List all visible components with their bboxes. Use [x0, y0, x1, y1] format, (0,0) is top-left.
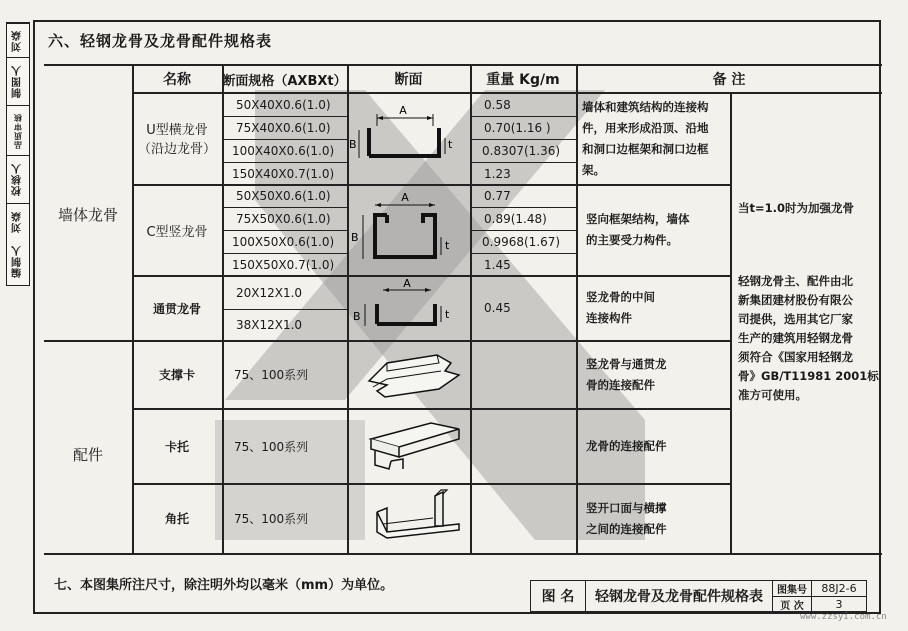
note-line: 生产的建筑用轻钢龙骨 — [738, 331, 853, 345]
through-section-diagram — [347, 276, 470, 340]
site-watermark-text: www.zzsyi.com.cn — [800, 612, 887, 622]
page-title: 六、轻钢龙骨及龙骨配件规格表 — [48, 32, 273, 50]
c-spec-1: 50X50X0.6(1.0) — [236, 189, 331, 203]
u-weight-4: 1.23 — [484, 166, 511, 181]
strip-cell: 刘焱 — [7, 203, 29, 240]
dim-label-t: t — [445, 308, 450, 321]
u-track-name — [132, 100, 222, 180]
note-line: 竖龙骨的中间 — [586, 290, 655, 304]
c-stud-name: C型竖龙骨 — [146, 224, 208, 240]
c-stud-note — [576, 185, 730, 275]
strip-cell: 刘焱 — [7, 23, 29, 58]
brace-note — [576, 341, 730, 408]
note-line: 的主要受力构件。 — [586, 233, 678, 247]
c-weight-2: 0.89(1.48) — [484, 212, 547, 226]
c-spec-3: 100X50X0.6(1.0) — [232, 235, 335, 249]
dim-label-a: A — [401, 191, 409, 204]
u-weight-3: 0.8307(1.36) — [482, 144, 561, 158]
dim-label-a: A — [399, 104, 407, 117]
angle-name: 角托 — [164, 512, 189, 526]
u-weight-1: 0.58 — [484, 98, 511, 112]
through-name: 通贯龙骨 — [152, 301, 201, 316]
note-line: 之间的连接配件 — [586, 521, 667, 536]
u-weight-2: 0.70(1.16 ) — [484, 121, 551, 135]
clip-drawing — [347, 409, 470, 483]
dim-label-a: A — [403, 277, 411, 290]
angle-drawing — [347, 484, 470, 553]
approval-strip — [6, 22, 30, 286]
figure-name: 轻钢龙骨及龙骨配件规格表 — [585, 580, 773, 612]
u-spec-1: 50X40X0.6(1.0) — [236, 98, 331, 112]
u-spec-3: 100X40X0.6(1.0) — [232, 144, 335, 158]
note-line: 骨》GB/T11981 2001标 — [738, 369, 879, 383]
header-section: 断面 — [394, 72, 423, 88]
note-line: 竖开口面与横撑 — [586, 500, 667, 515]
clip-name: 卡托 — [164, 439, 189, 454]
clip-note — [576, 409, 730, 483]
angle-series: 75、100系列 — [234, 512, 309, 526]
dim-label-t: t — [448, 138, 453, 151]
group-wall: 墙体龙骨 — [57, 205, 118, 224]
strip-cell: 校核人 — [7, 155, 29, 204]
note-line: 龙骨的连接配件 — [586, 438, 667, 453]
note-line: 竖龙骨与通贯龙 — [586, 356, 667, 371]
brace-name: 支撑卡 — [158, 368, 195, 382]
reinforce-note: 当t=1.0时为加强龙骨 — [738, 201, 855, 215]
through-spec-1: 20X12X1.0 — [236, 286, 303, 300]
u-spec-2: 75X40X0.6(1.0) — [236, 121, 331, 135]
header-remark: 备 注 — [712, 72, 746, 88]
atlas-number: 88J2-6 — [811, 580, 867, 597]
c-weight-1: 0.77 — [484, 189, 511, 203]
through-note — [576, 276, 730, 340]
header-name: 名称 — [163, 72, 191, 88]
c-spec-4: 150X50X0.7(1.0) — [232, 257, 335, 272]
clip-series: 75、100系列 — [234, 439, 309, 454]
dim-label-b: B — [351, 231, 359, 244]
c-stud-section-diagram — [347, 185, 470, 275]
strip-cell: 制图人 — [7, 57, 29, 106]
supplier-note — [734, 272, 880, 406]
through-weight: 0.45 — [484, 301, 511, 315]
note-line: 轻钢龙骨主、配件由北 — [738, 274, 853, 288]
note-line: 和洞口边框架和洞口边框 — [582, 142, 709, 156]
note-line: 架。 — [582, 163, 605, 177]
strip-cell: 编制人 — [12, 245, 24, 279]
dim-label-t: t — [445, 239, 450, 252]
note-line: 骨的连接配件 — [586, 377, 655, 392]
group-parts: 配件 — [72, 445, 103, 464]
c-spec-2: 75X50X0.6(1.0) — [236, 212, 331, 226]
u-spec-4: 150X40X0.7(1.0) — [232, 166, 335, 181]
u-track-note — [576, 94, 730, 184]
note-line: 须符合《国家用轻钢龙 — [738, 350, 853, 364]
header-weight: 重量 Kg/m — [486, 72, 560, 88]
dim-label-b: B — [353, 310, 361, 323]
note-line: 件，用来形成沿顶、沿地 — [582, 121, 709, 135]
note-line: 新集团建材股份有限公 — [738, 293, 853, 307]
through-spec-2: 38X12X1.0 — [236, 318, 303, 332]
note-line: 竖向框架结构，墙体 — [586, 212, 690, 226]
note-line: 连接构件 — [586, 311, 632, 325]
c-weight-4: 1.45 — [484, 257, 511, 272]
c-weight-3: 0.9968(1.67) — [482, 235, 561, 249]
page-label: 页 次 — [772, 596, 812, 612]
page-number: 3 — [811, 596, 867, 612]
header-spec: 断面规格（AXBXt） — [222, 73, 347, 89]
u-track-name-line2: （沿边龙骨） — [137, 142, 216, 157]
atlas-label: 图集号 — [772, 580, 812, 597]
u-track-name-line1: U型横龙骨 — [146, 123, 208, 138]
note-line: 司提供，选用其它厂家 — [738, 312, 853, 326]
figure-label: 图 名 — [530, 580, 586, 612]
units-note: 七、本图集所注尺寸，除注明外均以毫米（mm）为单位。 — [54, 578, 394, 593]
note-line: 墙体和建筑结构的连接构 — [582, 100, 709, 114]
brace-drawing — [347, 341, 470, 408]
angle-note — [576, 484, 730, 553]
note-line: 准方可使用。 — [738, 388, 807, 402]
strip-cell: 品质审核 — [7, 105, 29, 156]
brace-series: 75、100系列 — [234, 368, 309, 382]
dim-label-b: B — [349, 138, 357, 151]
u-track-section-diagram — [347, 94, 470, 184]
